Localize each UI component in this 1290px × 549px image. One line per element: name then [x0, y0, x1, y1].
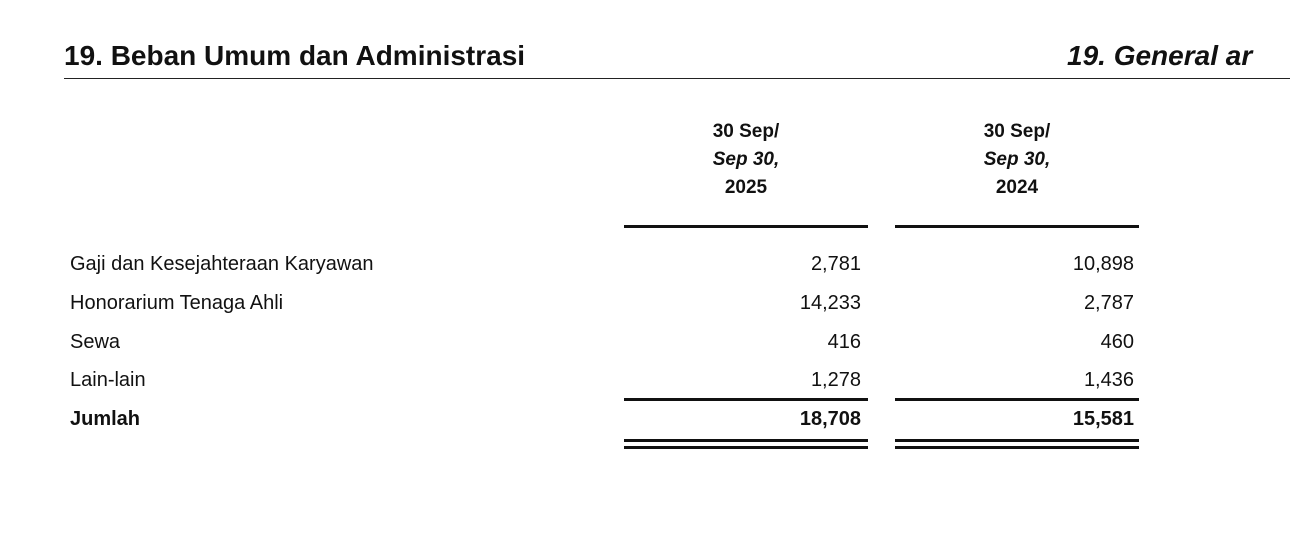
column-header-2025	[624, 118, 868, 202]
value-2024: 2,787	[1083, 292, 1134, 314]
double-underline-bottom-2025	[624, 446, 868, 449]
total-label: Jumlah	[70, 408, 141, 430]
double-underline-top-2025	[624, 439, 868, 442]
column-header-year: 2024	[995, 177, 1039, 198]
total-2024: 15,581	[1072, 408, 1134, 430]
value-2025: 14,233	[799, 292, 861, 314]
value-2024: 460	[1100, 331, 1134, 353]
row-label: Honorarium Tenaga Ahli	[70, 292, 284, 314]
header-underline-2024	[895, 225, 1139, 228]
double-underline-bottom-2024	[895, 446, 1139, 449]
value-2024: 10,898	[1072, 253, 1134, 275]
row-label: Gaji dan Kesejahteraan Karyawan	[70, 253, 374, 275]
column-header-date: 30 Sep/	[983, 121, 1051, 142]
column-header-year: 2025	[724, 177, 768, 198]
section-heading	[64, 38, 1290, 79]
header-underline-2025	[624, 225, 868, 228]
value-2024: 1,436	[1083, 369, 1134, 391]
column-header-date-en: Sep 30,	[983, 149, 1051, 170]
section-title-id: 19. Beban Umum dan Administrasi	[64, 40, 526, 71]
subtotal-rule-2024	[895, 398, 1139, 401]
total-2025: 18,708	[799, 408, 861, 430]
row-label: Sewa	[70, 331, 121, 353]
value-2025: 1,278	[810, 369, 861, 391]
section-title-en: 19. General ar	[1067, 40, 1253, 71]
value-2025: 416	[827, 331, 861, 353]
column-header-date: 30 Sep/	[712, 121, 780, 142]
row-label: Lain-lain	[70, 369, 146, 391]
subtotal-rule-2025	[624, 398, 868, 401]
column-header-date-en: Sep 30,	[712, 149, 780, 170]
column-header-2024	[895, 118, 1139, 202]
double-underline-top-2024	[895, 439, 1139, 442]
value-2025: 2,781	[810, 253, 861, 275]
